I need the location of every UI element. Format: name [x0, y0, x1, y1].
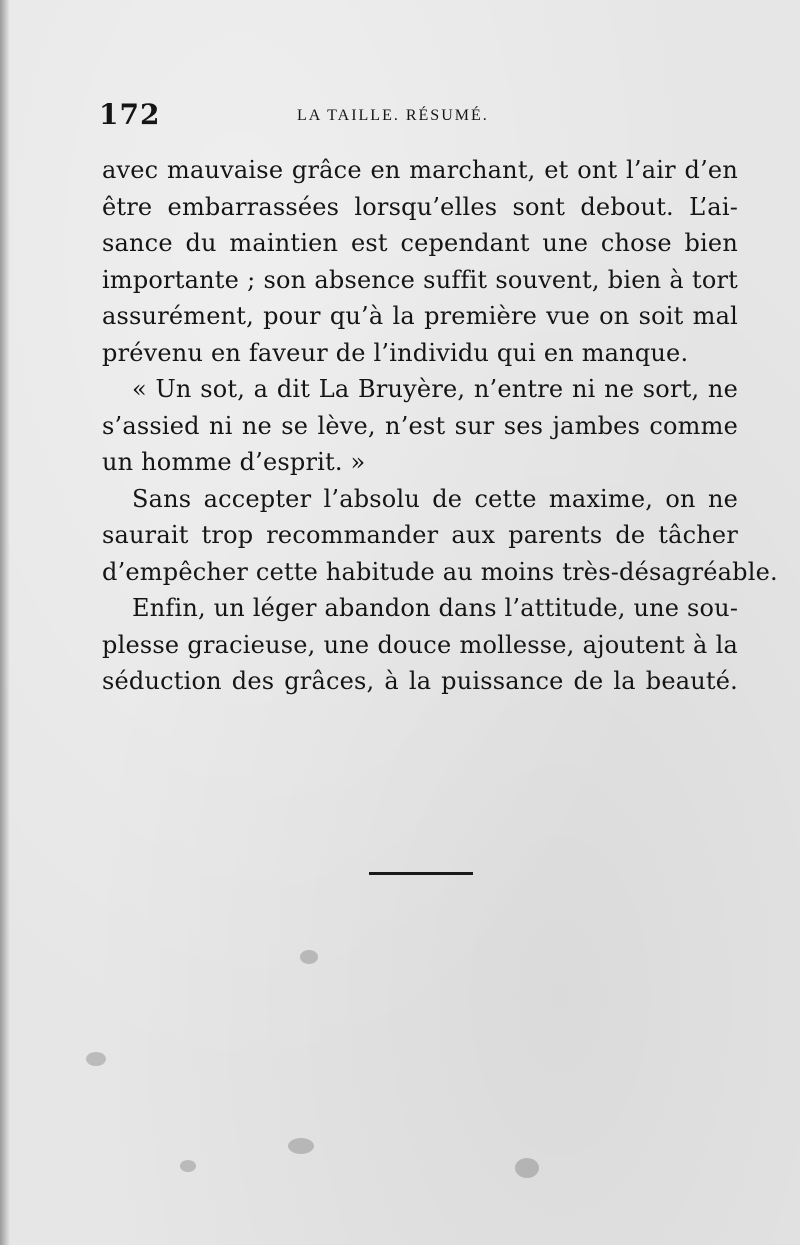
body-text [102, 152, 778, 700]
paper-stain [180, 1160, 196, 1172]
text-line: assurément, pour qu’à la première vue on soit mal [102, 302, 738, 330]
text-line: Sans accepter l’absolu de cette maxime, on ne [132, 484, 738, 513]
text-line: s’assied ni ne se lève, n’est sur ses jambes comme [102, 411, 738, 440]
paper-stain [288, 1138, 314, 1154]
paper-stain [300, 950, 318, 964]
text-line: séduction des grâces, à la puissance de la beauté. [102, 667, 738, 695]
text-line: avec mauvaise grâce en marchant, et ont l’air d’en [102, 156, 738, 184]
text-line: être embarrassées lorsqu’elles sont debout. L’ai- [102, 192, 738, 221]
text-line: plesse gracieuse, une douce mollesse, ajoutent à la [102, 630, 738, 659]
text-line: prévenu en faveur de l’individu qui en manque. [102, 338, 689, 367]
paper-stain [515, 1158, 539, 1178]
text-line: un homme d’esprit. » [102, 448, 366, 476]
text-line: « Un sot, a dit La Bruyère, n’entre ni ne sort, ne [132, 375, 738, 403]
page-edge-shadow [0, 0, 10, 1245]
section-end-rule [369, 872, 473, 875]
text-line: d’empêcher cette habitude au moins très-désagréable. [102, 557, 778, 586]
text-line: sance du maintien est cependant une chose bien [102, 229, 738, 257]
page-number: 172 [99, 98, 161, 131]
text-line: saurait trop recommander aux parents de tâcher [102, 521, 738, 549]
running-head: LA TAILLE. RÉSUMÉ. [297, 107, 489, 124]
paper-stain [86, 1052, 106, 1066]
text-line: importante ; son absence suffit souvent, bien à tort [102, 265, 738, 294]
text-line: Enfin, un léger abandon dans l’attitude, une sou- [132, 594, 739, 622]
